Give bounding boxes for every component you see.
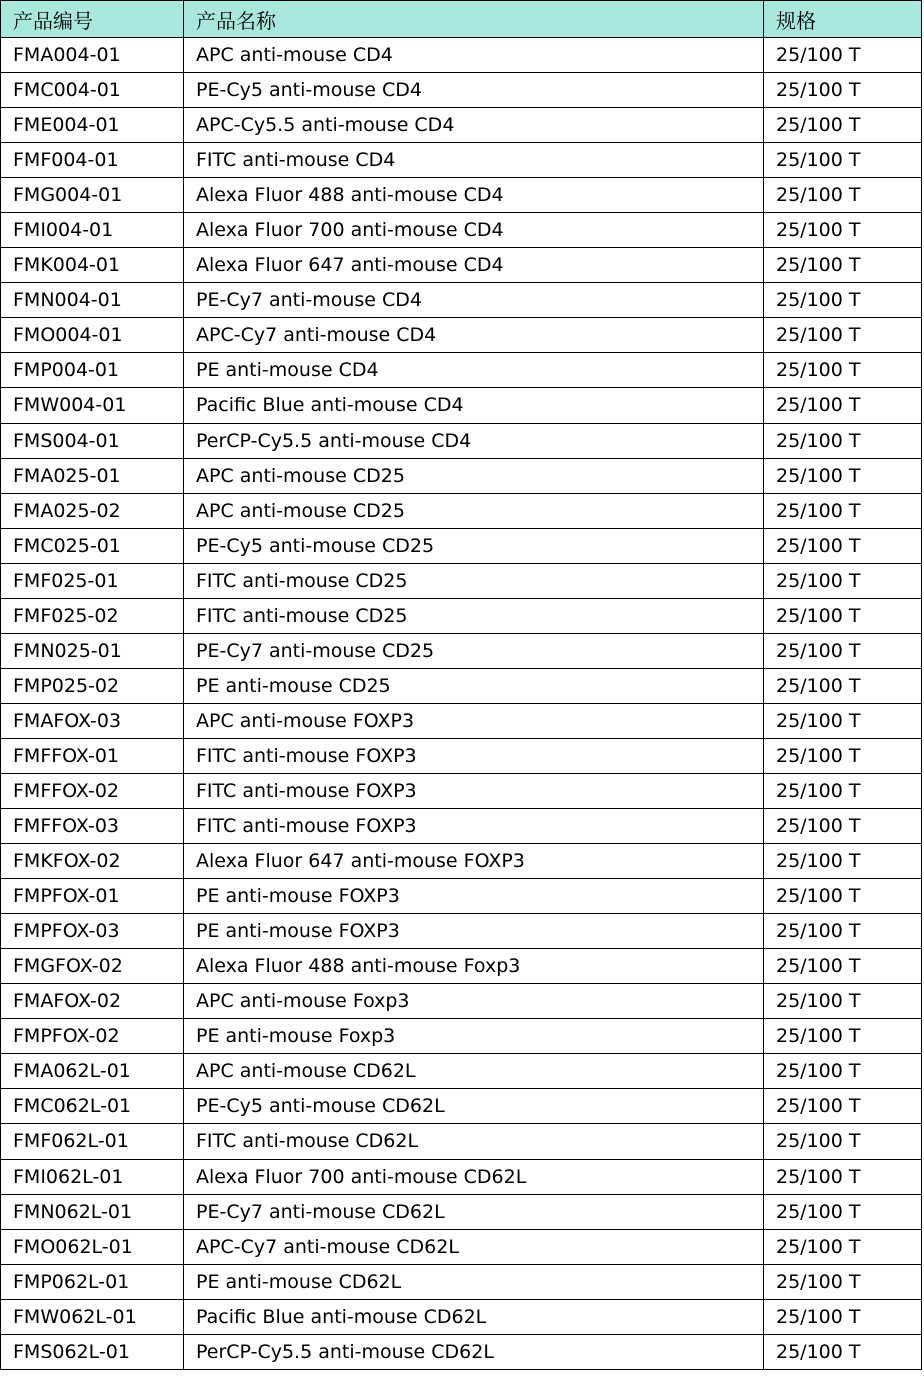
product-name-cell: FITC anti-mouse CD25	[184, 598, 764, 633]
product-code-cell: FMI004-01	[1, 213, 184, 248]
spec-cell: 25/100 T	[764, 809, 922, 844]
product-code-cell: FMFFOX-02	[1, 773, 184, 808]
header-product-name: 产品名称	[184, 1, 764, 38]
spec-cell: 25/100 T	[764, 1089, 922, 1124]
spec-cell: 25/100 T	[764, 458, 922, 493]
table-row	[1, 213, 922, 248]
product-name-cell: Alexa Fluor 647 anti-mouse CD4	[184, 248, 764, 283]
spec-cell: 25/100 T	[764, 1264, 922, 1299]
table-row	[1, 493, 922, 528]
product-code-cell: FMO062L-01	[1, 1229, 184, 1264]
product-code-cell: FMFFOX-01	[1, 738, 184, 773]
product-code-cell: FMS062L-01	[1, 1334, 184, 1369]
table-row	[1, 528, 922, 563]
product-code-cell: FMFFOX-03	[1, 809, 184, 844]
header-spec: 规格	[764, 1, 922, 38]
table-row	[1, 38, 922, 73]
table-row	[1, 633, 922, 668]
spec-cell: 25/100 T	[764, 213, 922, 248]
spec-cell: 25/100 T	[764, 1054, 922, 1089]
product-name-cell: PE anti-mouse FOXP3	[184, 914, 764, 949]
spec-cell: 25/100 T	[764, 914, 922, 949]
product-code-cell: FMS004-01	[1, 423, 184, 458]
table-row	[1, 353, 922, 388]
product-code-cell: FMK004-01	[1, 248, 184, 283]
table-row	[1, 178, 922, 213]
table-row	[1, 1124, 922, 1159]
spec-cell: 25/100 T	[764, 318, 922, 353]
table-row	[1, 738, 922, 773]
product-code-cell: FMKFOX-02	[1, 844, 184, 879]
table-row	[1, 423, 922, 458]
product-name-cell: APC anti-mouse CD25	[184, 458, 764, 493]
product-name-cell: Alexa Fluor 700 anti-mouse CD62L	[184, 1159, 764, 1194]
product-code-cell: FMN004-01	[1, 283, 184, 318]
spec-cell: 25/100 T	[764, 388, 922, 423]
product-name-cell: FITC anti-mouse FOXP3	[184, 738, 764, 773]
product-name-cell: PE-Cy7 anti-mouse CD4	[184, 283, 764, 318]
product-code-cell: FMPFOX-02	[1, 1019, 184, 1054]
product-name-cell: APC anti-mouse CD25	[184, 493, 764, 528]
product-name-cell: PE anti-mouse CD25	[184, 668, 764, 703]
product-code-cell: FMF004-01	[1, 143, 184, 178]
table-row	[1, 949, 922, 984]
product-code-cell: FMW062L-01	[1, 1299, 184, 1334]
table-row	[1, 879, 922, 914]
spec-cell: 25/100 T	[764, 563, 922, 598]
header-product-code: 产品编号	[1, 1, 184, 38]
product-name-cell: PerCP-Cy5.5 anti-mouse CD62L	[184, 1334, 764, 1369]
product-name-cell: FITC anti-mouse CD25	[184, 563, 764, 598]
spec-cell: 25/100 T	[764, 879, 922, 914]
table-row	[1, 914, 922, 949]
product-name-cell: FITC anti-mouse FOXP3	[184, 773, 764, 808]
table-row	[1, 809, 922, 844]
table-row	[1, 318, 922, 353]
table-row	[1, 703, 922, 738]
product-code-cell: FMF062L-01	[1, 1124, 184, 1159]
product-name-cell: APC-Cy5.5 anti-mouse CD4	[184, 108, 764, 143]
table-row	[1, 1334, 922, 1369]
product-code-cell: FMF025-01	[1, 563, 184, 598]
table-body	[1, 38, 922, 1370]
table-row	[1, 1194, 922, 1229]
spec-cell: 25/100 T	[764, 1019, 922, 1054]
product-code-cell: FMAFOX-03	[1, 703, 184, 738]
table-row	[1, 563, 922, 598]
spec-cell: 25/100 T	[764, 108, 922, 143]
spec-cell: 25/100 T	[764, 1299, 922, 1334]
table-row	[1, 73, 922, 108]
product-name-cell: PE anti-mouse CD4	[184, 353, 764, 388]
product-code-cell: FMG004-01	[1, 178, 184, 213]
product-name-cell: APC anti-mouse FOXP3	[184, 703, 764, 738]
product-name-cell: PE-Cy7 anti-mouse CD62L	[184, 1194, 764, 1229]
product-name-cell: APC-Cy7 anti-mouse CD62L	[184, 1229, 764, 1264]
spec-cell: 25/100 T	[764, 598, 922, 633]
product-code-cell: FMPFOX-03	[1, 914, 184, 949]
table-row	[1, 1089, 922, 1124]
product-code-cell: FME004-01	[1, 108, 184, 143]
header-row	[1, 1, 922, 38]
product-name-cell: Alexa Fluor 488 anti-mouse Foxp3	[184, 949, 764, 984]
table-row	[1, 1299, 922, 1334]
product-code-cell: FMAFOX-02	[1, 984, 184, 1019]
spec-cell: 25/100 T	[764, 984, 922, 1019]
table-header	[1, 1, 922, 38]
table-row	[1, 844, 922, 879]
product-code-cell: FMW004-01	[1, 388, 184, 423]
table-row	[1, 668, 922, 703]
product-name-cell: FITC anti-mouse CD62L	[184, 1124, 764, 1159]
product-code-cell: FMPFOX-01	[1, 879, 184, 914]
product-name-cell: PE-Cy5 anti-mouse CD62L	[184, 1089, 764, 1124]
product-code-cell: FMO004-01	[1, 318, 184, 353]
table-row	[1, 458, 922, 493]
table-row	[1, 108, 922, 143]
product-name-cell: FITC anti-mouse CD4	[184, 143, 764, 178]
product-name-cell: PerCP-Cy5.5 anti-mouse CD4	[184, 423, 764, 458]
spec-cell: 25/100 T	[764, 844, 922, 879]
product-code-cell: FMA025-02	[1, 493, 184, 528]
product-code-cell: FMF025-02	[1, 598, 184, 633]
table-row	[1, 1054, 922, 1089]
product-name-cell: PE-Cy5 anti-mouse CD4	[184, 73, 764, 108]
product-code-cell: FMN025-01	[1, 633, 184, 668]
product-name-cell: PE anti-mouse Foxp3	[184, 1019, 764, 1054]
product-code-cell: FMI062L-01	[1, 1159, 184, 1194]
spec-cell: 25/100 T	[764, 493, 922, 528]
spec-cell: 25/100 T	[764, 703, 922, 738]
table-row	[1, 1264, 922, 1299]
product-name-cell: APC-Cy7 anti-mouse CD4	[184, 318, 764, 353]
product-name-cell: Alexa Fluor 488 anti-mouse CD4	[184, 178, 764, 213]
product-code-cell: FMA025-01	[1, 458, 184, 493]
table-row	[1, 283, 922, 318]
spec-cell: 25/100 T	[764, 248, 922, 283]
product-name-cell: FITC anti-mouse FOXP3	[184, 809, 764, 844]
spec-cell: 25/100 T	[764, 283, 922, 318]
product-code-cell: FMC004-01	[1, 73, 184, 108]
spec-cell: 25/100 T	[764, 528, 922, 563]
spec-cell: 25/100 T	[764, 178, 922, 213]
product-name-cell: APC anti-mouse CD62L	[184, 1054, 764, 1089]
product-name-cell: PE anti-mouse FOXP3	[184, 879, 764, 914]
spec-cell: 25/100 T	[764, 633, 922, 668]
table-row	[1, 1229, 922, 1264]
product-name-cell: Alexa Fluor 700 anti-mouse CD4	[184, 213, 764, 248]
table-row	[1, 1159, 922, 1194]
product-name-cell: APC anti-mouse CD4	[184, 38, 764, 73]
table-row	[1, 248, 922, 283]
table-row	[1, 388, 922, 423]
product-code-cell: FMC062L-01	[1, 1089, 184, 1124]
spec-cell: 25/100 T	[764, 353, 922, 388]
table-row	[1, 773, 922, 808]
product-code-cell: FMGFOX-02	[1, 949, 184, 984]
table-row	[1, 598, 922, 633]
spec-cell: 25/100 T	[764, 1194, 922, 1229]
spec-cell: 25/100 T	[764, 1159, 922, 1194]
product-name-cell: Pacific Blue anti-mouse CD4	[184, 388, 764, 423]
table-row	[1, 143, 922, 178]
spec-cell: 25/100 T	[764, 949, 922, 984]
product-name-cell: APC anti-mouse Foxp3	[184, 984, 764, 1019]
product-code-cell: FMP025-02	[1, 668, 184, 703]
spec-cell: 25/100 T	[764, 1229, 922, 1264]
spec-cell: 25/100 T	[764, 738, 922, 773]
table-row	[1, 1019, 922, 1054]
product-code-cell: FMP062L-01	[1, 1264, 184, 1299]
table-row	[1, 984, 922, 1019]
spec-cell: 25/100 T	[764, 38, 922, 73]
spec-cell: 25/100 T	[764, 143, 922, 178]
product-name-cell: PE-Cy7 anti-mouse CD25	[184, 633, 764, 668]
spec-cell: 25/100 T	[764, 668, 922, 703]
spec-cell: 25/100 T	[764, 423, 922, 458]
spec-cell: 25/100 T	[764, 73, 922, 108]
product-name-cell: PE-Cy5 anti-mouse CD25	[184, 528, 764, 563]
product-code-cell: FMC025-01	[1, 528, 184, 563]
product-name-cell: PE anti-mouse CD62L	[184, 1264, 764, 1299]
spec-cell: 25/100 T	[764, 773, 922, 808]
spec-cell: 25/100 T	[764, 1334, 922, 1369]
product-code-cell: FMA062L-01	[1, 1054, 184, 1089]
product-name-cell: Alexa Fluor 647 anti-mouse FOXP3	[184, 844, 764, 879]
product-name-cell: Pacific Blue anti-mouse CD62L	[184, 1299, 764, 1334]
product-code-cell: FMP004-01	[1, 353, 184, 388]
spec-cell: 25/100 T	[764, 1124, 922, 1159]
product-code-cell: FMA004-01	[1, 38, 184, 73]
product-code-cell: FMN062L-01	[1, 1194, 184, 1229]
